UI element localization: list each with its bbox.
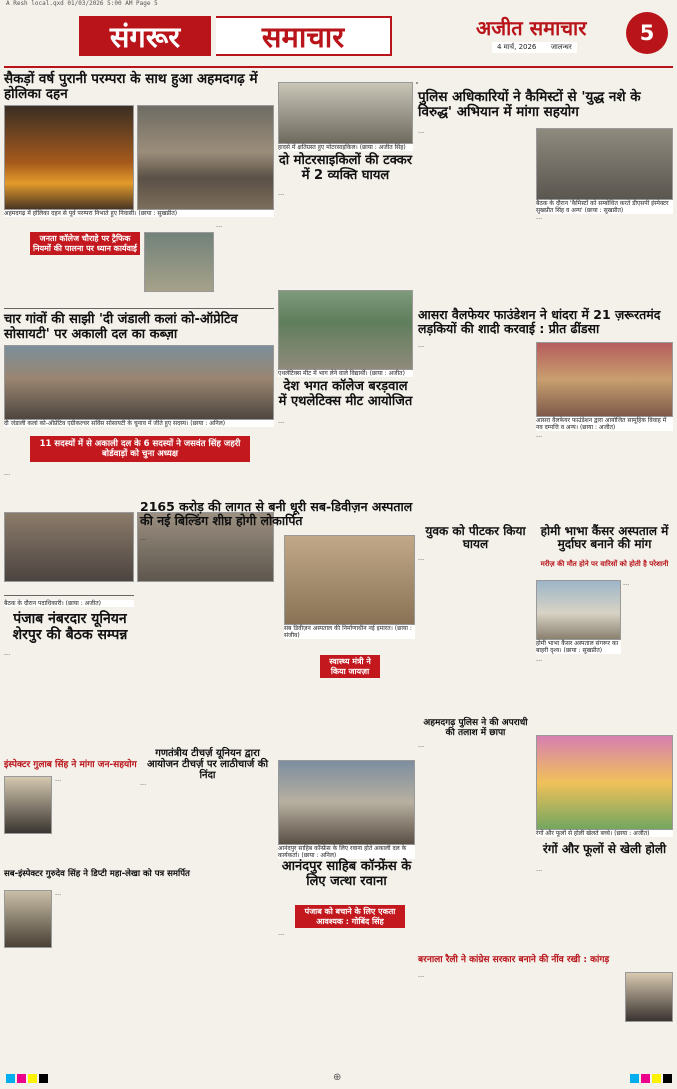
body-hospital: … [140, 535, 147, 542]
body-sub-inspector: … [55, 890, 62, 897]
brand-logo: अजीत समाचार [476, 16, 587, 40]
date: 4 मार्च, 2026 [497, 43, 537, 51]
body-raid: … [418, 742, 425, 749]
headline-cancer: होमी भाभा कैंसर अस्पताल में मुर्दाघर बनाने की मांग [540, 524, 669, 552]
headline-nambardar: पंजाब नंबरदार यूनियन शेरपुर की बैठक सम्पन्न [12, 611, 128, 643]
masthead-title-left: संगरूर [79, 16, 211, 56]
headline-hospital: 2165 करोड़ की लागत से बनी धूरी सब-डिवीज़न अस्पताल की नई बिल्डिंग शीघ्र होगी लोकार्पित [140, 499, 413, 528]
caption-hospital: सब डिवीज़न अस्पताल की निर्माणाधीन नई इमारत। (छाया : संजीव) [284, 625, 415, 639]
page-number: 5 [626, 12, 668, 54]
body-holi: … [536, 866, 543, 873]
caption-nambardar: बैठक के दौरान पदाधिकारी। (छाया : अजीत) [4, 600, 134, 607]
headline-raid: अहमदगढ़ पुलिस ने की अपराधी की तलाश में छापा [423, 718, 528, 739]
caption-conference: आनंदपुर साहिब कॉन्फ्रेंस के लिए रवाना होते अकाली दल के कार्यकर्ता। (छाया : अनिल) [278, 845, 415, 859]
headline-conference: आनंदपुर साहिब कॉन्फ्रेंस के लिए जत्था रवाना [281, 859, 412, 889]
body-police-2: … [536, 214, 543, 221]
inset-society: 11 सदस्यों में से अकाली दल के 6 सदस्यों ने जसवंत सिंह जहरी बोर्डवाड़ों को चुना अध्यक्ष [30, 436, 250, 462]
photo-traffic [144, 232, 214, 292]
headline-youth: युवक को पीटकर किया घायल [425, 524, 526, 552]
caption-holi: रंगों और फूलों से होली खेलते बच्चे। (छाया : अजीत) [536, 830, 673, 837]
photo-sub-inspector [4, 890, 52, 948]
body-traffic: … [216, 222, 223, 229]
photo-accident-1 [278, 82, 413, 144]
headline-accident: दो मोटरसाइकिलों की टक्कर में 2 व्यक्ति घायल [278, 153, 413, 183]
photo-holika-crowd [137, 105, 274, 210]
headline-barnala: बरनाला रैली ने कांग्रेस सरकार बनाने की नींव रखी : कांगड़ [418, 955, 610, 965]
caption-holika: अहमदगढ़ में होलिका दहन से पूर्व परम्परा निभाते हुए निवासी। (छाया : सुखप्रीत) [4, 210, 274, 217]
photo-conference [278, 760, 415, 845]
inset-traffic: जनता कॉलेज चौराहे पर ट्रैफिक नियमों की पालना पर ध्यान कार्यवाई [30, 232, 140, 255]
body-cancer: … [623, 580, 630, 587]
headline-marriage: आसरा वैलफेयर फाउंडेशन ने धांदरा में 21 ज़रूरतमंद लड़कियों की शादी करवाई : प्रीत ढींडसा [418, 307, 661, 336]
divider [4, 595, 134, 596]
body-barnala: … [418, 972, 425, 979]
registration-mark: ⊕ [333, 1072, 342, 1083]
page-slug: A Resh local.qxd 01/03/2026 5:00 AM Page 5 [6, 0, 158, 7]
photo-police [536, 128, 673, 200]
masthead [4, 10, 673, 68]
photo-barnala [625, 972, 673, 1022]
caption-accident: हादसे में क्षतिग्रस्त हुए मोटरसाइकिल। (छाया : अजीत सिंह) [278, 144, 413, 151]
body-conference: … [278, 930, 285, 937]
body-nambardar: … [4, 650, 11, 657]
photo-hospital [284, 535, 415, 625]
headline-inspector: इंस्पेक्टर गुलाब सिंह ने मांगा जन-सहयोग [4, 760, 137, 770]
body-inspector: … [55, 776, 62, 783]
caption-marriage: आसरा वैलफेयर फाउंडेशन द्वारा आयोजित सामूहिक विवाह में नव दम्पत्ति व अन्य। (छाया : अजीत) [536, 417, 673, 431]
masthead-title-right: समाचार [216, 16, 392, 56]
body-youth: … [418, 555, 425, 562]
photo-inspector [4, 776, 52, 834]
caption-athletics: एथलेटिक्स मीट में भाग लेने वाले विद्यार्थी। (छाया : अजीत) [278, 370, 413, 377]
body-athletics: … [278, 418, 285, 425]
photo-athletics [278, 290, 413, 370]
caption-society: दी जंडाली कलां को-ऑप्रेटिव एग्रीकल्चर सर्विस सोसायटी के चुनाव में जीते हुए सदस्य। (छाया : अनिल) [4, 420, 274, 427]
caption-cancer: होमी भाभा कैंसर अस्पताल संगरूर का बाहरी दृश्य। (छाया : सुखप्रीत) [536, 640, 621, 654]
headline-society: चार गांवों की साझी 'दी जंडाली कलां को-ऑप्रेटिव सोसायटी' पर अकाली दल का कब्ज़ा [4, 312, 238, 342]
body-society: … [4, 470, 11, 477]
body-marriage: … [418, 342, 425, 349]
photo-holi [536, 735, 673, 830]
headline-holi: रंगों और फूलों से खेली होली [542, 842, 667, 856]
photo-nambardar [4, 512, 134, 582]
photo-society [4, 345, 274, 420]
body-teachers: … [140, 780, 147, 787]
headline-teachers: गणतंत्रीय टीचर्ज़ यूनियन द्वारा आयोजन टीचर्ज़ पर लाठीचार्ज की निंदा [146, 748, 269, 782]
color-bars [630, 1074, 672, 1083]
city: जालन्धर [550, 43, 572, 51]
body-marriage-2: … [536, 432, 543, 439]
caption-police: बैठक के दौरान 'कैमिस्टों को सम्बोधित करते डीएसपी इंस्पेक्टर सुखप्रीत सिंह व अन्य' (छाया : सुखप्रीत) [536, 200, 673, 214]
headline-sub-inspector: सब-इंस्पेक्टर गुरुदेव सिंह ने डिप्टी महा-लेखा को पत्र समर्पित [4, 869, 190, 879]
dateline [492, 42, 577, 53]
body-cancer-2: … [536, 656, 543, 663]
headline-athletics: देश भगत कॉलेज बरड़वाल में एथलेटिक्स मीट आयोजित [278, 379, 413, 409]
inset-conference: पंजाब को बचाने के लिए एकता आवश्यक : गोबिंद सिंह [295, 905, 405, 928]
color-bars [6, 1074, 48, 1083]
photo-cancer-hospital [536, 580, 621, 640]
body-police: … [418, 128, 425, 135]
headline-police: पुलिस अधिकारियों ने कैमिस्टों से 'युद्ध नशे के विरुद्ध' अभियान में मांगा सहयोग [418, 89, 641, 121]
photo-holika-fire [4, 105, 134, 210]
subheadline-cancer: मरीज़ की मौत होने पर वारिसों को होती है परेशानी [540, 560, 669, 568]
body-accident: … [278, 190, 285, 197]
divider [4, 308, 274, 309]
photo-marriage [536, 342, 673, 417]
headline-holika: सैकड़ों वर्ष पुरानी परम्परा के साथ हुआ अहमदगढ़ में होलिका दहन [4, 71, 258, 103]
inset-hospital: स्वास्थ्य मंत्री ने किया जायज़ा [320, 655, 380, 678]
